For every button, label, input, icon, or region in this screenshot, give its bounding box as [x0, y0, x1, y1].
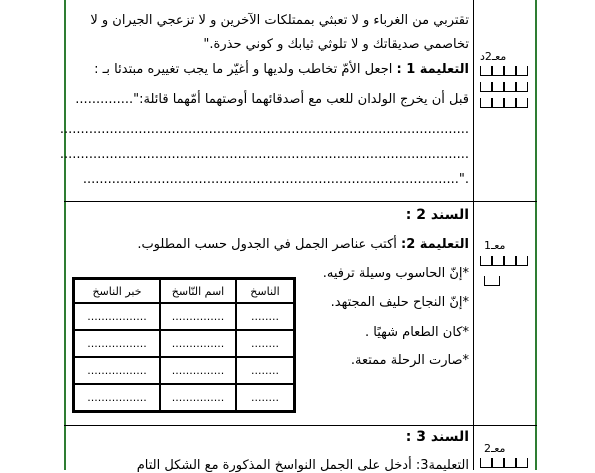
- table-row: [74, 330, 294, 357]
- answer-dots-1: ...................................................................................................: [59, 122, 469, 137]
- table-cell[interactable]: ........: [236, 357, 294, 384]
- criterion-label-1: معـ2د: [480, 50, 507, 63]
- frame-right: [535, 0, 537, 470]
- answer-table: [72, 277, 296, 413]
- table-header: اسم النّاسخ: [160, 279, 236, 303]
- table-cell[interactable]: .................: [74, 330, 160, 357]
- row-separator-1: [64, 201, 537, 202]
- section3-title: السند 3 :: [405, 429, 469, 445]
- row-separator-2: [64, 425, 537, 426]
- criterion-label-2: معـ1: [484, 239, 506, 252]
- answer-dots-2: ...................................................................................................: [59, 147, 469, 162]
- table-cell[interactable]: ...............: [160, 357, 236, 384]
- sentence-2: *إنّ النجاح حليف المجتهد.: [330, 295, 469, 310]
- section2-title: السند 2 :: [405, 207, 469, 223]
- instruction-1-label: التعليمة 1 :: [396, 62, 469, 77]
- sentence-1: *إنّ الحاسوب وسيلة ترفيه.: [322, 266, 469, 281]
- instruction-1: [94, 62, 469, 77]
- instruction-1-text: اجعل الأمّ تخاطب ولديها و أغيّر ما يجب تغييره مبتدئا بـ :: [94, 62, 393, 77]
- table-cell[interactable]: ...............: [160, 384, 236, 411]
- table-cell[interactable]: ...............: [160, 330, 236, 357]
- instruction-2-text: أكتب عناصر الجمل في الجدول حسب المطلوب.: [137, 237, 397, 252]
- table-header: خبر الناسخ: [74, 279, 160, 303]
- instruction-2: [137, 237, 469, 252]
- table-cell[interactable]: ........: [236, 330, 294, 357]
- table-header-row: [74, 279, 294, 303]
- score-boxes-1a: [480, 66, 528, 76]
- section1-line1: تقتربي من الغرباء و لا تعبثي بممتلكات الآخرين و لا تزعجي الجيران و لا: [90, 13, 469, 28]
- frame-left: [64, 0, 66, 470]
- criterion-label-3: معـ2: [484, 442, 506, 455]
- table-cell[interactable]: .................: [74, 303, 160, 330]
- table-row: [74, 357, 294, 384]
- answer-dots-3: ."...........................................................................................: [82, 172, 469, 187]
- table-cell[interactable]: ...............: [160, 303, 236, 330]
- sentence-3: *كان الطعام شهيًا .: [364, 325, 469, 340]
- instruction-1-prompt: قبل أن يخرج الولدان للعب مع أصدقائهما أوصتهما أمّهما قائلة:"..............: [75, 92, 469, 107]
- table-cell[interactable]: .................: [74, 357, 160, 384]
- score-boxes-2a: [480, 256, 528, 266]
- score-boxes-1b: [480, 82, 528, 92]
- table-cell[interactable]: .................: [74, 384, 160, 411]
- score-boxes-2b: [484, 276, 500, 286]
- score-boxes-3a: [480, 458, 528, 468]
- table-row: [74, 303, 294, 330]
- instruction-3-partial: التعليمة3: أدخل على الجمل النواسخ المذكورة مع الشكل التام: [136, 458, 469, 473]
- sentence-4: *صارت الرحلة ممتعة.: [350, 353, 469, 368]
- column-divider: [473, 0, 474, 470]
- section1-line2: تخاصمي صديقاتك و لا تلوثي ثيابك و كوني حذرة.": [203, 37, 469, 52]
- table-header: الناسخ: [236, 279, 294, 303]
- table-cell[interactable]: ........: [236, 384, 294, 411]
- table-cell[interactable]: ........: [236, 303, 294, 330]
- score-boxes-1c: [480, 98, 528, 108]
- instruction-2-label: التعليمة 2:: [401, 237, 469, 252]
- table-row: [74, 384, 294, 411]
